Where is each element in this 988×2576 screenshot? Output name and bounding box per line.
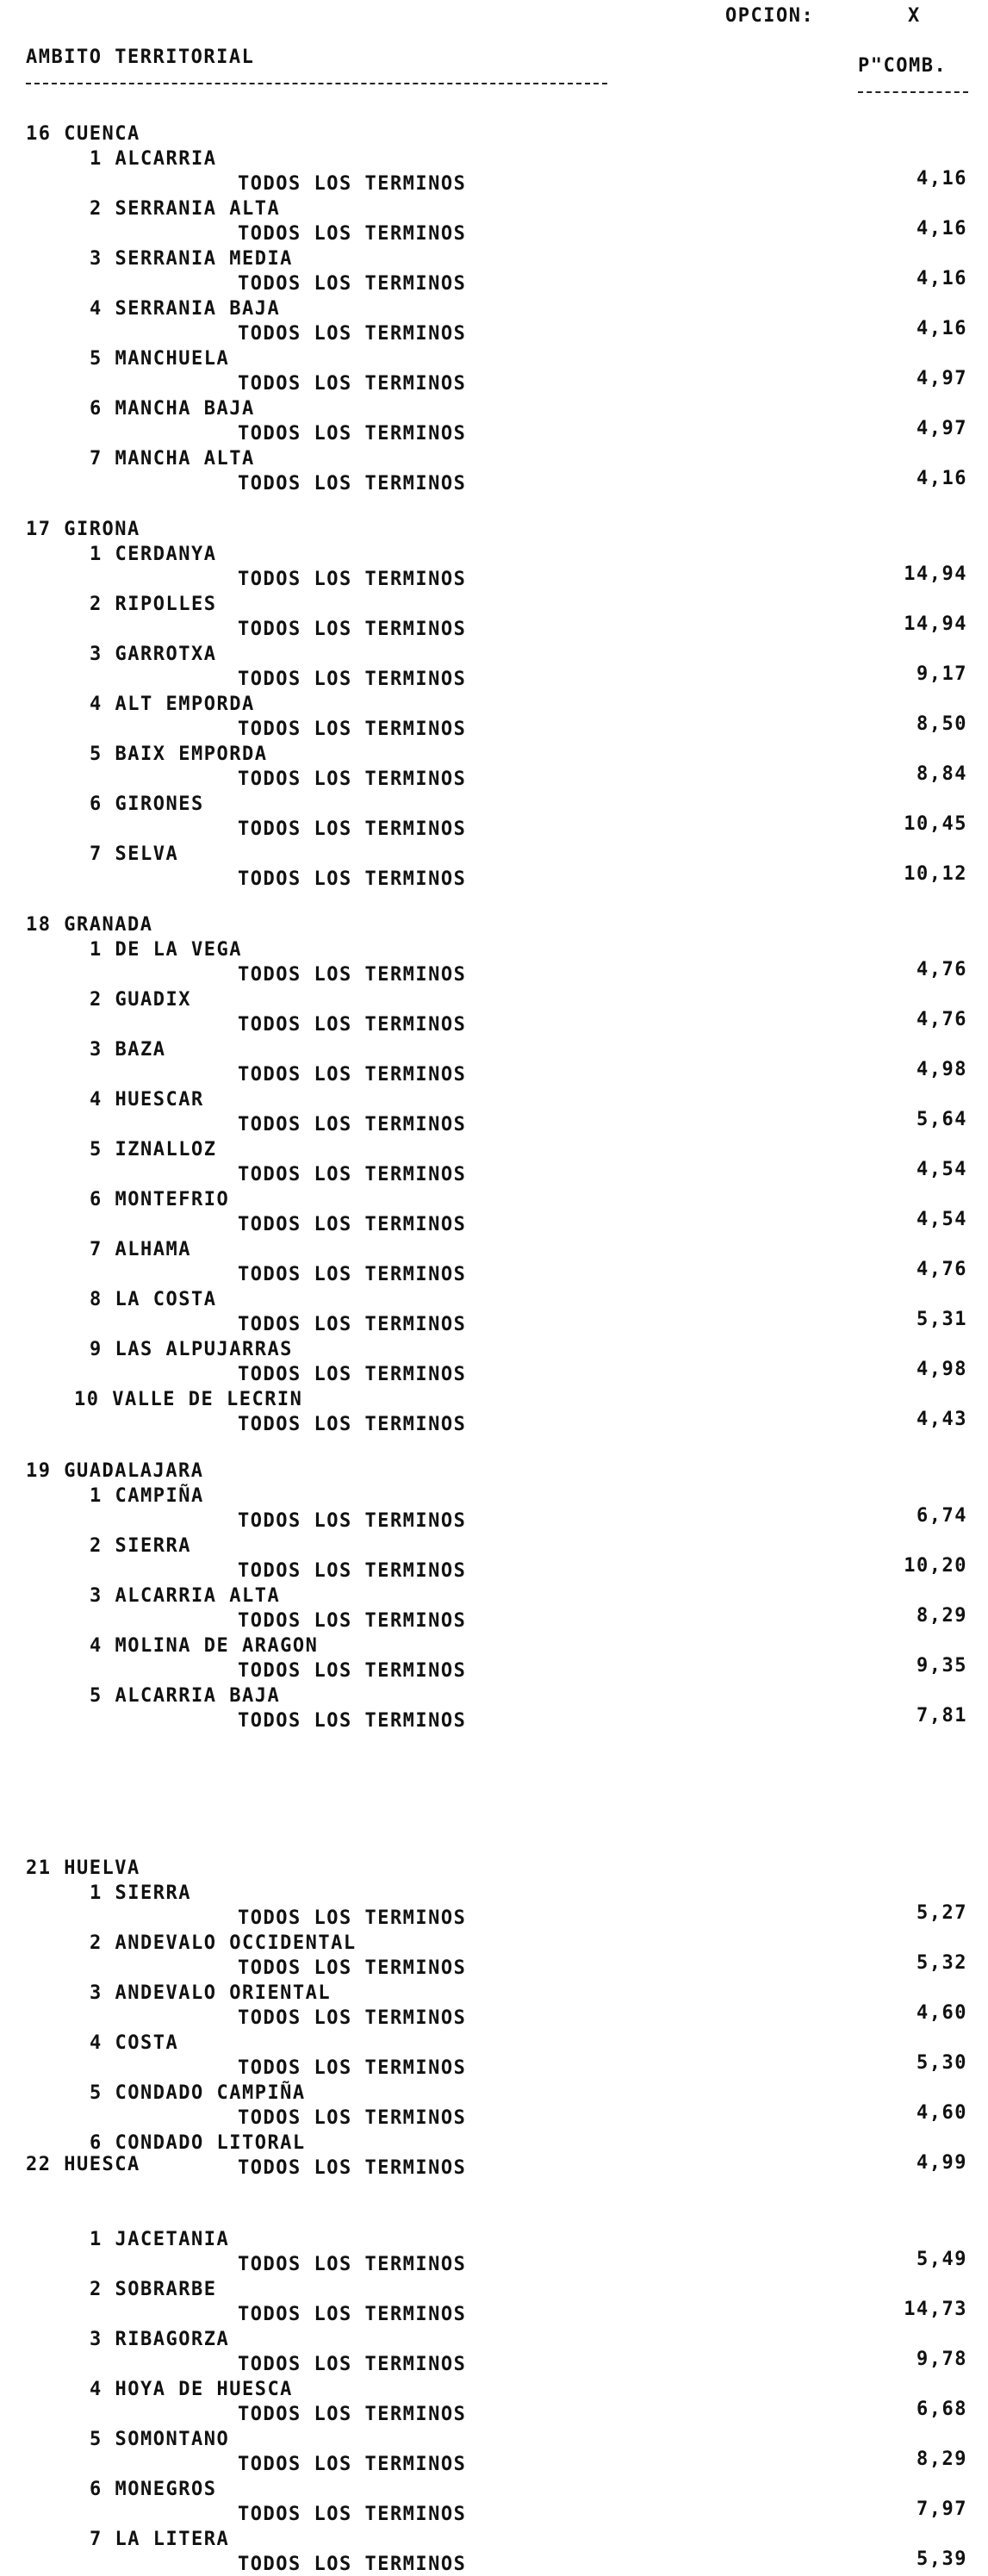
province-header <box>26 914 152 936</box>
comarca-name: HOYA DE HUESCA <box>115 2379 293 2400</box>
comarca-name: MANCHUELA <box>115 348 230 370</box>
terms-label: TODOS LOS TERMINOS <box>238 1364 467 1385</box>
comarca-number: 7 <box>90 2529 103 2550</box>
comarca-row <box>90 1339 293 1361</box>
comarca-row <box>90 2379 293 2401</box>
comarca-row <box>90 2479 216 2501</box>
terms-label: TODOS LOS TERMINOS <box>238 223 467 245</box>
province-header <box>26 2154 140 2176</box>
province-name: GUADALAJARA <box>64 1460 204 1482</box>
terms-label: TODOS LOS TERMINOS <box>238 473 467 495</box>
comarca-name: LAS ALPUJARRAS <box>115 1339 293 1360</box>
province-code: 16 <box>26 123 52 145</box>
terms-label: TODOS LOS TERMINOS <box>238 1414 467 1435</box>
comarca-row <box>90 2132 306 2155</box>
comarca-name: RIPOLLES <box>115 594 217 615</box>
comarca-row <box>90 989 191 1011</box>
province-code: 22 <box>26 2154 52 2175</box>
pcomb-underline <box>858 91 968 93</box>
pcomb-value: 6,68 <box>917 2399 967 2420</box>
comarca-number: 6 <box>90 2479 103 2500</box>
comarca-name: ALCARRIA ALTA <box>115 1585 281 1607</box>
pcomb-value: 5,39 <box>917 2548 967 2570</box>
comarca-row <box>74 1389 302 1411</box>
terms-label: TODOS LOS TERMINOS <box>238 1064 467 1086</box>
terms-label: TODOS LOS TERMINOS <box>238 323 467 345</box>
comarca-number: 3 <box>90 644 103 665</box>
province-name: GIRONA <box>64 519 140 540</box>
pcomb-value: 4,60 <box>917 2102 967 2124</box>
comarca-number: 10 <box>74 1389 100 1410</box>
pcomb-value: 4,16 <box>917 318 967 339</box>
pcomb-value: 4,43 <box>917 1409 967 1430</box>
pcomb-value: 7,97 <box>917 2498 967 2520</box>
terms-label: TODOS LOS TERMINOS <box>238 1114 467 1136</box>
comarca-name: MANCHA BAJA <box>115 398 255 420</box>
terms-label: TODOS LOS TERMINOS <box>238 1907 467 1929</box>
comarca-name: RIBAGORZA <box>115 2329 230 2350</box>
pcomb-value: 14,94 <box>904 613 967 635</box>
comarca-row <box>90 1239 191 1261</box>
province-header <box>26 519 140 541</box>
comarca-name: MANCHA ALTA <box>115 448 255 470</box>
terms-label: TODOS LOS TERMINOS <box>238 1264 467 1285</box>
comarca-row <box>90 1685 280 1708</box>
comarca-name: VALLE DE LECRIN <box>112 1389 303 1410</box>
pcomb-value: 4,16 <box>917 168 967 190</box>
comarca-row <box>90 2329 229 2351</box>
terms-label: TODOS LOS TERMINOS <box>238 2057 467 2079</box>
pcomb-value: 4,54 <box>917 1159 967 1180</box>
comarca-row <box>90 2229 229 2251</box>
comarca-number: 1 <box>90 939 103 961</box>
terms-label: TODOS LOS TERMINOS <box>238 1560 467 1582</box>
comarca-number: 5 <box>90 1139 103 1160</box>
pcomb-value: 5,27 <box>917 1902 967 1924</box>
opcion-value: X <box>908 5 921 27</box>
comarca-number: 7 <box>90 843 103 865</box>
terms-label: TODOS LOS TERMINOS <box>238 2304 467 2325</box>
comarca-number: 3 <box>90 1982 103 2004</box>
province-name: GRANADA <box>64 914 153 936</box>
comarca-row <box>90 148 216 171</box>
comarca-number: 5 <box>90 348 103 370</box>
comarca-number: 2 <box>90 989 103 1011</box>
terms-label: TODOS LOS TERMINOS <box>238 2254 467 2275</box>
province-header <box>26 1460 203 1483</box>
terms-label: TODOS LOS TERMINOS <box>238 2354 467 2375</box>
pcomb-value: 4,76 <box>917 959 967 980</box>
pcomb-value: 10,20 <box>904 1555 967 1577</box>
comarca-row <box>90 398 255 420</box>
province-code: 21 <box>26 1857 52 1879</box>
pcomb-value: 9,35 <box>917 1655 967 1677</box>
comarca-name: ALHAMA <box>115 1239 191 1260</box>
comarca-row <box>90 2529 229 2551</box>
comarca-name: SIERRA <box>115 1882 191 1904</box>
pcomb-value: 14,73 <box>904 2299 967 2320</box>
comarca-number: 2 <box>90 1932 103 1954</box>
terms-label: TODOS LOS TERMINOS <box>238 868 467 890</box>
terms-label: TODOS LOS TERMINOS <box>238 423 467 445</box>
comarca-row <box>90 1585 280 1608</box>
pcomb-value: 4,99 <box>917 2152 967 2174</box>
pcomb-value: 8,29 <box>917 2448 967 2470</box>
comarca-name: BAZA <box>115 1039 166 1061</box>
terms-label: TODOS LOS TERMINOS <box>238 2007 467 2029</box>
comarca-row <box>90 594 216 616</box>
pcomb-value: 5,32 <box>917 1952 967 1974</box>
comarca-number: 4 <box>90 694 103 715</box>
province-code: 17 <box>26 519 52 540</box>
pcomb-value: 4,98 <box>917 1359 967 1380</box>
comarca-number: 4 <box>90 2379 103 2400</box>
province-code: 19 <box>26 1460 52 1482</box>
comarca-name: GIRONES <box>115 793 204 815</box>
comarca-row <box>90 198 280 221</box>
comarca-number: 9 <box>90 1339 103 1360</box>
comarca-row <box>90 1189 229 1211</box>
comarca-row <box>90 248 293 271</box>
ambito-territorial-header: AMBITO TERRITORIAL <box>26 47 255 68</box>
comarca-name: ALCARRIA <box>115 148 217 170</box>
pcomb-value: 4,76 <box>917 1259 967 1280</box>
province-header <box>26 123 140 146</box>
terms-label: TODOS LOS TERMINOS <box>238 1957 467 1979</box>
comarca-row <box>90 793 204 816</box>
comarca-number: 4 <box>90 2032 103 2054</box>
comarca-number: 3 <box>90 248 103 270</box>
comarca-number: 2 <box>90 594 103 615</box>
pcomb-value: 5,31 <box>917 1309 967 1330</box>
comarca-name: SOMONTANO <box>115 2429 230 2450</box>
comarca-number: 7 <box>90 448 103 470</box>
pcomb-value: 14,94 <box>904 563 967 585</box>
pcomb-value: 6,74 <box>917 1505 967 1527</box>
terms-label: TODOS LOS TERMINOS <box>238 1660 467 1682</box>
pcomb-value: 4,76 <box>917 1009 967 1030</box>
terms-label: TODOS LOS TERMINOS <box>238 373 467 395</box>
comarca-row <box>90 448 255 470</box>
pcomb-value: 4,16 <box>917 218 967 240</box>
comarca-name: GUADIX <box>115 989 191 1011</box>
comarca-name: HUESCAR <box>115 1089 204 1111</box>
comarca-number: 2 <box>90 1535 103 1557</box>
comarca-number: 5 <box>90 1685 103 1707</box>
comarca-name: DE LA VEGA <box>115 939 242 961</box>
province-header <box>26 1857 140 1880</box>
terms-label: TODOS LOS TERMINOS <box>238 2107 467 2129</box>
comarca-row <box>90 843 178 866</box>
comarca-number: 6 <box>90 1189 103 1210</box>
comarca-number: 6 <box>90 2132 103 2154</box>
pcomb-value: 4,97 <box>917 368 967 389</box>
terms-label: TODOS LOS TERMINOS <box>238 2454 467 2475</box>
comarca-name: IZNALLOZ <box>115 1139 217 1160</box>
comarca-row <box>90 1089 204 1111</box>
terms-label: TODOS LOS TERMINOS <box>238 1314 467 1335</box>
terms-label: TODOS LOS TERMINOS <box>238 2554 467 2575</box>
terms-label: TODOS LOS TERMINOS <box>238 273 467 295</box>
comarca-row <box>90 694 255 716</box>
comarca-row <box>90 1635 318 1658</box>
comarca-number: 2 <box>90 198 103 220</box>
pcomb-header: P"COMB. <box>858 55 948 77</box>
comarca-name: CONDADO LITORAL <box>115 2132 306 2154</box>
province-code: 18 <box>26 914 52 936</box>
comarca-row <box>90 2279 216 2301</box>
opcion-label: OPCION: <box>725 5 815 27</box>
comarca-number: 1 <box>90 1882 103 1904</box>
terms-label: TODOS LOS TERMINOS <box>238 1510 467 1532</box>
comarca-number: 3 <box>90 1585 103 1607</box>
comarca-number: 5 <box>90 2429 103 2450</box>
comarca-name: LA COSTA <box>115 1289 217 1310</box>
pcomb-value: 7,81 <box>917 1705 967 1727</box>
pcomb-value: 4,60 <box>917 2002 967 2024</box>
comarca-name: ANDEVALO OCCIDENTAL <box>115 1932 357 1954</box>
terms-label: TODOS LOS TERMINOS <box>238 619 467 640</box>
comarca-number: 4 <box>90 1635 103 1657</box>
comarca-row <box>90 1535 191 1558</box>
comarca-number: 5 <box>90 744 103 765</box>
comarca-name: SIERRA <box>115 1535 191 1557</box>
comarca-name: SERRANIA MEDIA <box>115 248 293 270</box>
pcomb-value: 4,98 <box>917 1059 967 1080</box>
comarca-number: 6 <box>90 398 103 420</box>
province-name: HUESCA <box>64 2154 140 2175</box>
pcomb-value: 4,16 <box>917 468 967 489</box>
comarca-number: 2 <box>90 2279 103 2300</box>
comarca-row <box>90 348 229 370</box>
comarca-row <box>90 1289 216 1311</box>
pcomb-value: 9,78 <box>917 2349 967 2370</box>
comarca-name: ALCARRIA BAJA <box>115 1685 281 1707</box>
comarca-name: LA LITERA <box>115 2529 230 2550</box>
comarca-name: CONDADO CAMPIÑA <box>115 2082 306 2104</box>
pcomb-value: 4,54 <box>917 1209 967 1230</box>
pcomb-value: 8,29 <box>917 1605 967 1627</box>
terms-label: TODOS LOS TERMINOS <box>238 1014 467 1036</box>
comarca-name: MOLINA DE ARAGON <box>115 1635 319 1657</box>
comarca-row <box>90 1882 191 1905</box>
terms-label: TODOS LOS TERMINOS <box>238 719 467 740</box>
comarca-number: 1 <box>90 544 103 565</box>
comarca-row <box>90 2429 229 2451</box>
terms-label: TODOS LOS TERMINOS <box>238 1610 467 1632</box>
terms-label: TODOS LOS TERMINOS <box>238 569 467 590</box>
terms-label: TODOS LOS TERMINOS <box>238 669 467 690</box>
comarca-row <box>90 2082 306 2105</box>
comarca-number: 3 <box>90 2329 103 2350</box>
comarca-name: CAMPIÑA <box>115 1485 204 1507</box>
province-name: CUENCA <box>64 123 140 145</box>
pcomb-value: 5,64 <box>917 1109 967 1130</box>
province-name: HUELVA <box>64 1857 140 1879</box>
comarca-number: 3 <box>90 1039 103 1061</box>
terms-label: TODOS LOS TERMINOS <box>238 818 467 840</box>
comarca-name: SOBRARBE <box>115 2279 217 2300</box>
comarca-name: SELVA <box>115 843 179 865</box>
comarca-name: COSTA <box>115 2032 179 2054</box>
comarca-row <box>90 939 242 961</box>
comarca-name: GARROTXA <box>115 644 217 665</box>
terms-label: TODOS LOS TERMINOS <box>238 2157 467 2179</box>
comarca-number: 1 <box>90 148 103 170</box>
comarca-name: ANDEVALO ORIENTAL <box>115 1982 332 2004</box>
pcomb-value: 5,30 <box>917 2052 967 2074</box>
comarca-number: 4 <box>90 298 103 320</box>
pcomb-value: 10,45 <box>904 813 967 835</box>
comarca-name: BAIX EMPORDA <box>115 744 268 765</box>
comarca-name: CERDANYA <box>115 544 217 565</box>
comarca-name: MONTEFRIO <box>115 1189 230 1210</box>
comarca-number: 6 <box>90 793 103 815</box>
comarca-name: SERRANIA ALTA <box>115 198 281 220</box>
comarca-number: 8 <box>90 1289 103 1310</box>
terms-label: TODOS LOS TERMINOS <box>238 1214 467 1235</box>
terms-label: TODOS LOS TERMINOS <box>238 2504 467 2525</box>
comarca-number: 1 <box>90 1485 103 1507</box>
pcomb-value: 4,97 <box>917 418 967 439</box>
comarca-number: 4 <box>90 1089 103 1111</box>
comarca-name: JACETANIA <box>115 2229 230 2250</box>
comarca-row <box>90 1139 216 1161</box>
comarca-name: ALT EMPORDA <box>115 694 255 715</box>
comarca-row <box>90 1485 204 1508</box>
ambito-underline <box>26 83 607 84</box>
comarca-name: MONEGROS <box>115 2479 217 2500</box>
pcomb-value: 8,50 <box>917 713 967 735</box>
comarca-row <box>90 1039 165 1061</box>
terms-label: TODOS LOS TERMINOS <box>238 1164 467 1185</box>
pcomb-value: 5,49 <box>917 2249 967 2270</box>
comarca-row <box>90 544 216 566</box>
comarca-row <box>90 644 216 666</box>
pcomb-value: 8,84 <box>917 763 967 785</box>
comarca-number: 1 <box>90 2229 103 2250</box>
comarca-row <box>90 744 267 766</box>
terms-label: TODOS LOS TERMINOS <box>238 2404 467 2425</box>
pcomb-value: 9,17 <box>917 663 967 685</box>
comarca-number: 5 <box>90 2082 103 2104</box>
pcomb-value: 10,12 <box>904 863 967 885</box>
terms-label: TODOS LOS TERMINOS <box>238 964 467 986</box>
comarca-row <box>90 298 280 320</box>
comarca-row <box>90 2032 178 2055</box>
comarca-row <box>90 1932 357 1955</box>
terms-label: TODOS LOS TERMINOS <box>238 1710 467 1732</box>
terms-label: TODOS LOS TERMINOS <box>238 173 467 195</box>
comarca-row <box>90 1982 331 2005</box>
terms-label: TODOS LOS TERMINOS <box>238 768 467 790</box>
pcomb-value: 4,16 <box>917 268 967 289</box>
comarca-name: SERRANIA BAJA <box>115 298 281 320</box>
comarca-number: 7 <box>90 1239 103 1260</box>
